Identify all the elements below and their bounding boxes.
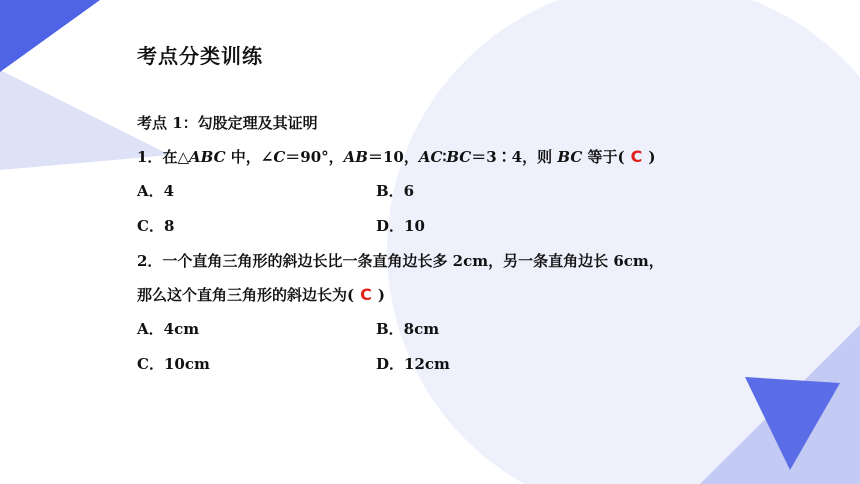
question-2-line-2: 那么这个直角三角形的斜边长为( C ) [137,285,385,304]
section-heading: 考点 1：勾股定理及其证明 [137,114,318,132]
q1-option-d: D．10 [376,217,425,235]
q1-option-c: C．8 [137,217,175,235]
q2-option-d: D．12cm [376,355,450,373]
q1-option-b: B．6 [376,182,415,200]
q2-option-c: C．10cm [137,355,210,373]
q1-option-a: A．4 [137,182,175,200]
q1-answer: C [630,147,643,166]
question-2-line-1: 2．一个直角三角形的斜边长比一条直角边长多 2cm，另一条直角边长 6cm， [137,252,664,270]
q2-option-a: A．4cm [137,320,200,338]
page-title: 考点分类训练 [137,44,263,68]
question-1: 1．在△ABC 中，∠C＝90°，AB＝10，AC∶BC＝3∶4，则 BC 等于( C ) [137,147,656,166]
q2-option-b: B．8cm [376,320,440,338]
q2-answer: C [360,285,372,304]
